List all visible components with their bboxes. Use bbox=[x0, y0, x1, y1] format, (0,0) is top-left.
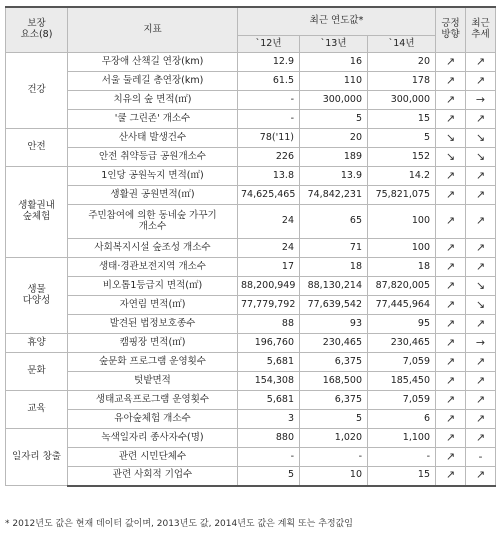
trend-arrow: ↗ bbox=[466, 72, 496, 91]
table-row bbox=[6, 91, 496, 110]
table-row bbox=[6, 410, 496, 429]
table-row bbox=[6, 296, 496, 315]
category-cell: 생활권내 숲체험 bbox=[6, 167, 68, 258]
table-header bbox=[6, 7, 496, 53]
indicator-cell: 치유의 숲 면적(㎡) bbox=[68, 91, 238, 110]
direction-arrow: ↘ bbox=[436, 148, 466, 167]
value-2014-cell: 5 bbox=[368, 129, 436, 148]
category-cell: 교육 bbox=[6, 391, 68, 429]
indicator-cell: 관련 시민단체수 bbox=[68, 448, 238, 467]
direction-arrow: ↗ bbox=[436, 448, 466, 467]
direction-arrow: ↗ bbox=[436, 205, 466, 239]
header-trend bbox=[466, 7, 496, 53]
value-2012-cell: - bbox=[238, 91, 300, 110]
indicator-cell: 주민참여에 의한 동네숲 가꾸기 개소수 bbox=[68, 205, 238, 239]
header-group-label: 보장 요소(8) bbox=[20, 18, 53, 40]
table-row bbox=[6, 205, 496, 239]
category-cell: 일자리 창출 bbox=[6, 429, 68, 486]
direction-arrow: ↗ bbox=[436, 429, 466, 448]
table-row bbox=[6, 239, 496, 258]
direction-arrow: ↗ bbox=[436, 91, 466, 110]
header-year-14: `14년 bbox=[368, 36, 436, 53]
table-row bbox=[6, 391, 496, 410]
trend-arrow: ↗ bbox=[466, 205, 496, 239]
trend-arrow: - bbox=[466, 448, 496, 467]
category-cell: 안전 bbox=[6, 129, 68, 167]
header-recent: 최근 연도값* bbox=[238, 7, 436, 36]
value-2013-cell: 13.9 bbox=[300, 167, 368, 186]
direction-arrow: ↗ bbox=[436, 186, 466, 205]
value-2012-cell: 196,760 bbox=[238, 334, 300, 353]
indicator-cell: 발견된 법정보호종수 bbox=[68, 315, 238, 334]
value-2014-cell: - bbox=[368, 448, 436, 467]
table-row bbox=[6, 315, 496, 334]
value-2014-cell: 152 bbox=[368, 148, 436, 167]
table-row bbox=[6, 448, 496, 467]
trend-arrow: ↗ bbox=[466, 372, 496, 391]
trend-arrow: ↗ bbox=[466, 239, 496, 258]
direction-arrow: ↗ bbox=[436, 372, 466, 391]
direction-arrow: ↗ bbox=[436, 410, 466, 429]
direction-arrow: ↗ bbox=[436, 353, 466, 372]
value-2012-cell: 12.9 bbox=[238, 53, 300, 72]
table-row bbox=[6, 429, 496, 448]
indicator-cell: 자연림 면적(㎡) bbox=[68, 296, 238, 315]
table-row bbox=[6, 110, 496, 129]
value-2012-cell: 88 bbox=[238, 315, 300, 334]
value-2013-cell: 168,500 bbox=[300, 372, 368, 391]
indicator-cell: 유아숲체험 개소수 bbox=[68, 410, 238, 429]
trend-arrow: ↗ bbox=[466, 110, 496, 129]
table-row bbox=[6, 167, 496, 186]
value-2014-cell: 6 bbox=[368, 410, 436, 429]
trend-arrow: ↘ bbox=[466, 296, 496, 315]
table-row bbox=[6, 186, 496, 205]
trend-arrow: ↗ bbox=[466, 258, 496, 277]
direction-arrow: ↗ bbox=[436, 467, 466, 486]
value-2013-cell: 71 bbox=[300, 239, 368, 258]
trend-arrow: ↗ bbox=[466, 353, 496, 372]
value-2012-cell: 5,681 bbox=[238, 391, 300, 410]
table-row bbox=[6, 334, 496, 353]
value-2013-cell: 93 bbox=[300, 315, 368, 334]
value-2013-cell: 5 bbox=[300, 110, 368, 129]
indicator-cell: 무장애 산책길 연장(km) bbox=[68, 53, 238, 72]
value-2014-cell: 7,059 bbox=[368, 391, 436, 410]
value-2014-cell: 77,445,964 bbox=[368, 296, 436, 315]
direction-arrow: ↗ bbox=[436, 72, 466, 91]
value-2013-cell: 1,020 bbox=[300, 429, 368, 448]
indicator-cell: 캠핑장 면적(㎡) bbox=[68, 334, 238, 353]
header-direction-label: 긍정 방향 bbox=[441, 18, 460, 40]
value-2014-cell: 7,059 bbox=[368, 353, 436, 372]
value-2014-cell: 14.2 bbox=[368, 167, 436, 186]
table-row bbox=[6, 72, 496, 91]
value-2013-cell: 110 bbox=[300, 72, 368, 91]
value-2014-cell: 18 bbox=[368, 258, 436, 277]
value-2012-cell: 5,681 bbox=[238, 353, 300, 372]
value-2013-cell: 74,842,231 bbox=[300, 186, 368, 205]
value-2012-cell: 880 bbox=[238, 429, 300, 448]
trend-arrow: ↘ bbox=[466, 148, 496, 167]
trend-arrow: ↘ bbox=[466, 129, 496, 148]
direction-arrow: ↗ bbox=[436, 277, 466, 296]
value-2013-cell: 77,639,542 bbox=[300, 296, 368, 315]
direction-arrow: ↗ bbox=[436, 258, 466, 277]
indicator-cell: '쿨 그린존' 개소수 bbox=[68, 110, 238, 129]
indicator-cell: 비오톱1등급지 면적(㎡) bbox=[68, 277, 238, 296]
table-row bbox=[6, 372, 496, 391]
trend-arrow: ↗ bbox=[466, 167, 496, 186]
value-2013-cell: 18 bbox=[300, 258, 368, 277]
footnote: * 2012년도 값은 현재 데이터 값이며, 2013년도 값, 2014년도 값은 계획 또는 추정값임 bbox=[5, 519, 354, 529]
trend-arrow: ↗ bbox=[466, 53, 496, 72]
indicator-table bbox=[5, 6, 496, 487]
value-2014-cell: 178 bbox=[368, 72, 436, 91]
trend-arrow: ↘ bbox=[466, 277, 496, 296]
category-cell: 휴양 bbox=[6, 334, 68, 353]
value-2012-cell: 17 bbox=[238, 258, 300, 277]
header-trend-label: 최근 추세 bbox=[471, 18, 490, 40]
value-2012-cell: 74,625,465 bbox=[238, 186, 300, 205]
indicator-cell: 안전 취약등급 공원개소수 bbox=[68, 148, 238, 167]
indicator-cell: 생태·경관보전지역 개소수 bbox=[68, 258, 238, 277]
header-indicator: 지표 bbox=[68, 7, 238, 53]
header-direction bbox=[436, 7, 466, 53]
table-row bbox=[6, 258, 496, 277]
value-2014-cell: 75,821,075 bbox=[368, 186, 436, 205]
value-2013-cell: 65 bbox=[300, 205, 368, 239]
value-2014-cell: 20 bbox=[368, 53, 436, 72]
direction-arrow: ↗ bbox=[436, 53, 466, 72]
value-2012-cell: - bbox=[238, 448, 300, 467]
value-2014-cell: 15 bbox=[368, 467, 436, 486]
indicator-cell: 생태교육프로그램 운영횟수 bbox=[68, 391, 238, 410]
direction-arrow: ↗ bbox=[436, 110, 466, 129]
value-2014-cell: 95 bbox=[368, 315, 436, 334]
direction-arrow: ↗ bbox=[436, 296, 466, 315]
table-row bbox=[6, 129, 496, 148]
table-row bbox=[6, 277, 496, 296]
indicator-cell: 서울 둘레길 총연장(km) bbox=[68, 72, 238, 91]
value-2013-cell: 230,465 bbox=[300, 334, 368, 353]
value-2014-cell: 100 bbox=[368, 239, 436, 258]
table-body bbox=[6, 53, 496, 486]
value-2012-cell: 61.5 bbox=[238, 72, 300, 91]
trend-arrow: ↗ bbox=[466, 186, 496, 205]
value-2013-cell: 189 bbox=[300, 148, 368, 167]
value-2012-cell: 5 bbox=[238, 467, 300, 486]
trend-arrow: ↗ bbox=[466, 429, 496, 448]
direction-arrow: ↗ bbox=[436, 334, 466, 353]
value-2013-cell: 10 bbox=[300, 467, 368, 486]
indicator-cell: 녹색일자리 종사자수(명) bbox=[68, 429, 238, 448]
value-2013-cell: 5 bbox=[300, 410, 368, 429]
value-2012-cell: 88,200,949 bbox=[238, 277, 300, 296]
indicator-cell: 1인당 공원녹지 면적(㎡) bbox=[68, 167, 238, 186]
value-2012-cell: - bbox=[238, 110, 300, 129]
value-2012-cell: 24 bbox=[238, 205, 300, 239]
trend-arrow: ↗ bbox=[466, 467, 496, 486]
category-cell: 문화 bbox=[6, 353, 68, 391]
trend-arrow: → bbox=[466, 334, 496, 353]
category-cell: 건강 bbox=[6, 53, 68, 129]
trend-arrow: ↗ bbox=[466, 410, 496, 429]
value-2013-cell: 20 bbox=[300, 129, 368, 148]
value-2013-cell: 88,130,214 bbox=[300, 277, 368, 296]
value-2014-cell: 100 bbox=[368, 205, 436, 239]
value-2013-cell: 6,375 bbox=[300, 353, 368, 372]
table-row bbox=[6, 53, 496, 72]
value-2012-cell: 24 bbox=[238, 239, 300, 258]
value-2013-cell: 6,375 bbox=[300, 391, 368, 410]
direction-arrow: ↗ bbox=[436, 315, 466, 334]
value-2013-cell: 300,000 bbox=[300, 91, 368, 110]
direction-arrow: ↗ bbox=[436, 167, 466, 186]
value-2012-cell: 13.8 bbox=[238, 167, 300, 186]
indicator-cell: 산사태 발생건수 bbox=[68, 129, 238, 148]
header-year-12: `12년 bbox=[238, 36, 300, 53]
value-2014-cell: 15 bbox=[368, 110, 436, 129]
indicator-cell: 관련 사회적 기업수 bbox=[68, 467, 238, 486]
direction-arrow: ↗ bbox=[436, 239, 466, 258]
direction-arrow: ↗ bbox=[436, 391, 466, 410]
value-2012-cell: 226 bbox=[238, 148, 300, 167]
value-2012-cell: 3 bbox=[238, 410, 300, 429]
trend-arrow: ↗ bbox=[466, 391, 496, 410]
direction-arrow: ↘ bbox=[436, 129, 466, 148]
header-year-13: `13년 bbox=[300, 36, 368, 53]
value-2014-cell: 230,465 bbox=[368, 334, 436, 353]
value-2014-cell: 87,820,005 bbox=[368, 277, 436, 296]
table-row bbox=[6, 353, 496, 372]
indicator-cell: 숲문화 프로그램 운영횟수 bbox=[68, 353, 238, 372]
trend-arrow: → bbox=[466, 91, 496, 110]
value-2012-cell: 78('11) bbox=[238, 129, 300, 148]
value-2014-cell: 185,450 bbox=[368, 372, 436, 391]
table-row bbox=[6, 467, 496, 486]
value-2012-cell: 77,779,792 bbox=[238, 296, 300, 315]
indicator-cell: 사회복지시설 숲조성 개소수 bbox=[68, 239, 238, 258]
value-2013-cell: 16 bbox=[300, 53, 368, 72]
indicator-table-container bbox=[5, 6, 495, 487]
category-cell: 생물 다양성 bbox=[6, 258, 68, 334]
header-group bbox=[6, 7, 68, 53]
value-2014-cell: 300,000 bbox=[368, 91, 436, 110]
table-row bbox=[6, 148, 496, 167]
indicator-cell: 텃밭면적 bbox=[68, 372, 238, 391]
value-2013-cell: - bbox=[300, 448, 368, 467]
indicator-cell: 생활권 공원면적(㎡) bbox=[68, 186, 238, 205]
value-2014-cell: 1,100 bbox=[368, 429, 436, 448]
trend-arrow: ↗ bbox=[466, 315, 496, 334]
value-2012-cell: 154,308 bbox=[238, 372, 300, 391]
